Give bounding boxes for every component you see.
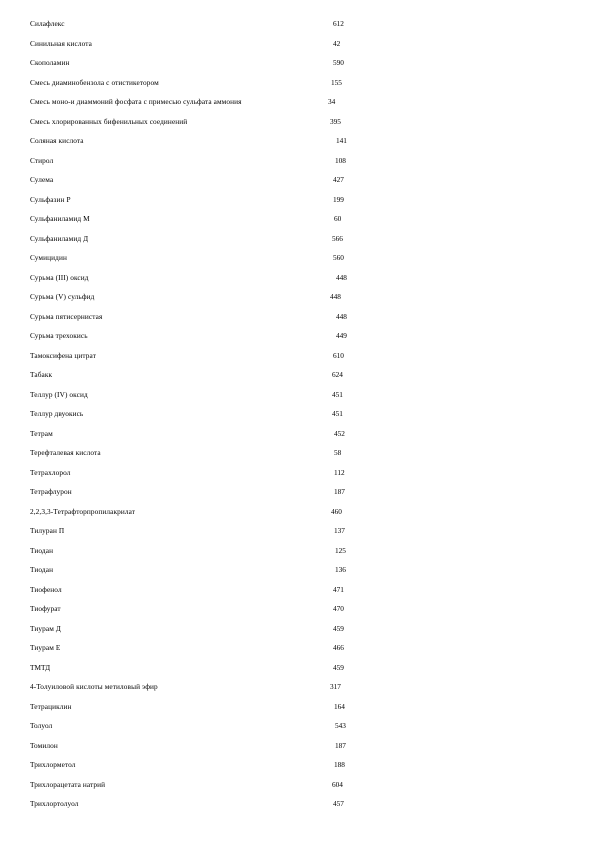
entry-page-number: 451 <box>332 389 343 399</box>
entry-page-number: 136 <box>335 565 346 574</box>
entry-page-number: 543 <box>335 721 346 730</box>
entry-name: Соляная кислота <box>30 136 84 145</box>
index-entry-row <box>0 367 595 383</box>
entry-name: Сульфазин Р <box>30 194 71 204</box>
index-entry-row <box>0 621 595 637</box>
entry-page-number: 34 <box>328 97 336 106</box>
index-entry-row <box>0 738 595 754</box>
entry-name: Сумицидин <box>30 253 67 262</box>
entry-name: Сулема <box>30 175 54 184</box>
entry-name: 4-Толуиловой кислоты метиловый эфир <box>30 682 158 691</box>
entry-page-number: 155 <box>331 77 342 87</box>
entry-name: Сульфаниламид Д <box>30 233 89 243</box>
entry-page-number: 448 <box>330 292 341 301</box>
index-entry-row <box>0 114 595 130</box>
entry-name: Тиофурат <box>30 604 61 613</box>
entry-name: Скополамин <box>30 58 70 67</box>
index-entry-row <box>0 387 595 403</box>
index-entry-row <box>0 192 595 208</box>
index-entry-row <box>0 543 595 559</box>
entry-name: Трихлорацетата натрий <box>30 779 106 789</box>
entry-name: Сурьма (V) сульфид <box>30 292 95 301</box>
entry-page-number: 566 <box>332 233 343 243</box>
entry-page-number: 451 <box>332 409 343 418</box>
entry-name: Смесь диаминобензола с отистикетором <box>30 77 159 87</box>
entry-name: ТМТД <box>30 662 51 672</box>
entry-page-number: 58 <box>334 448 342 457</box>
index-entry-row <box>0 582 595 598</box>
entry-name: Смесь моно-и диаммоний фосфата с примесью сульфата аммония <box>30 97 242 106</box>
index-entry-row <box>0 796 595 812</box>
entry-name: Тиофенол <box>30 584 62 594</box>
entry-page-number: 187 <box>335 740 346 750</box>
entry-name: Тиурам Д <box>30 623 61 633</box>
entry-name: Терефталевая кислота <box>30 448 101 457</box>
entry-page-number: 199 <box>333 194 344 204</box>
index-entry-row <box>0 484 595 500</box>
index-entry-row <box>0 679 595 695</box>
entry-page-number: 317 <box>330 682 341 691</box>
entry-page-number: 427 <box>333 175 344 184</box>
entry-page-number: 457 <box>333 799 344 808</box>
entry-page-number: 612 <box>333 19 344 28</box>
entry-name: Толуол <box>30 721 53 730</box>
entry-name: Томилон <box>30 740 58 750</box>
index-entry-row <box>0 445 595 461</box>
entry-name: Тиурам Е <box>30 643 61 652</box>
index-entry-row <box>0 757 595 773</box>
entry-page-number: 60 <box>334 214 342 223</box>
entry-name: Теллур (IV) оксид <box>30 389 88 399</box>
entry-page-number: 164 <box>334 701 345 711</box>
entry-page-number: 460 <box>331 506 342 516</box>
entry-page-number: 466 <box>333 643 344 652</box>
entry-name: Тилуран П <box>30 526 65 535</box>
entry-name: Тетрациклин <box>30 701 72 711</box>
entry-page-number: 395 <box>330 116 341 126</box>
index-entry-row <box>0 133 595 149</box>
entry-page-number: 108 <box>335 155 346 165</box>
entry-page-number: 187 <box>334 487 345 496</box>
index-entry-row <box>0 309 595 325</box>
index-entry-row <box>0 406 595 422</box>
entry-page-number: 610 <box>333 350 344 360</box>
entry-page-number: 471 <box>333 584 344 594</box>
index-entry-row <box>0 465 595 481</box>
index-entry-row <box>0 211 595 227</box>
entry-name: Трихлортолуол <box>30 799 79 808</box>
entry-page-number: 459 <box>333 662 344 672</box>
entry-name: Тетрафлурон <box>30 487 72 496</box>
entry-name: Табакк <box>30 370 53 379</box>
index-entry-row <box>0 777 595 793</box>
index-entry-row <box>0 640 595 656</box>
entry-page-number: 125 <box>335 545 346 555</box>
entry-page-number: 470 <box>333 604 344 613</box>
index-entry-row <box>0 699 595 715</box>
entry-page-number: 624 <box>332 370 343 379</box>
entry-name: Тетрам <box>30 428 53 438</box>
index-entry-row <box>0 270 595 286</box>
index-entry-row <box>0 36 595 52</box>
index-entry-row <box>0 250 595 266</box>
entry-name: Сульфаниламид М <box>30 214 90 223</box>
index-entry-row <box>0 231 595 247</box>
entry-name: Теллур двуокись <box>30 409 84 418</box>
entry-page-number: 42 <box>333 38 341 48</box>
entry-name: Тетрахлорол <box>30 467 71 477</box>
index-entry-row <box>0 172 595 188</box>
entry-page-number: 448 <box>336 311 347 321</box>
entry-page-number: 112 <box>334 467 345 477</box>
entry-name: Стирол <box>30 155 54 165</box>
entry-name: Силафлекс <box>30 19 65 28</box>
entry-name: Трихлорметол <box>30 760 76 769</box>
entry-name: Тиодан <box>30 565 54 574</box>
entry-page-number: 604 <box>332 779 343 789</box>
index-entry-row <box>0 153 595 169</box>
entry-page-number: 452 <box>334 428 345 438</box>
index-entry-row <box>0 426 595 442</box>
index-entry-row <box>0 289 595 305</box>
entry-name: Синильная кислота <box>30 38 92 48</box>
index-entry-row <box>0 562 595 578</box>
entry-name: Тамоксифена цитрат <box>30 350 96 360</box>
index-entry-row <box>0 348 595 364</box>
entry-page-number: 560 <box>333 253 344 262</box>
entry-page-number: 448 <box>336 272 347 282</box>
entry-name: 2,2,3,3-Тетрафторпропилакрилат <box>30 506 136 516</box>
entry-name: Сурьма трехокись <box>30 331 88 340</box>
index-entry-row <box>0 523 595 539</box>
index-entry-row <box>0 75 595 91</box>
index-entry-row <box>0 718 595 734</box>
index-entry-row <box>0 55 595 71</box>
index-entry-row <box>0 660 595 676</box>
index-entry-row <box>0 16 595 32</box>
entry-page-number: 137 <box>334 526 345 535</box>
index-entry-row <box>0 328 595 344</box>
index-entry-row <box>0 504 595 520</box>
entry-name: Смесь хлорированных бифенильных соединений <box>30 116 188 126</box>
entry-name: Сурьма (III) оксид <box>30 272 89 282</box>
index-entry-row <box>0 601 595 617</box>
entry-name: Тиодан <box>30 545 54 555</box>
entry-page-number: 590 <box>333 58 344 67</box>
index-entry-row <box>0 94 595 110</box>
entry-page-number: 188 <box>334 760 345 769</box>
entry-page-number: 459 <box>333 623 344 633</box>
entry-page-number: 449 <box>336 331 347 340</box>
entry-page-number: 141 <box>336 136 347 145</box>
entry-name: Сурьма пятисернистая <box>30 311 103 321</box>
